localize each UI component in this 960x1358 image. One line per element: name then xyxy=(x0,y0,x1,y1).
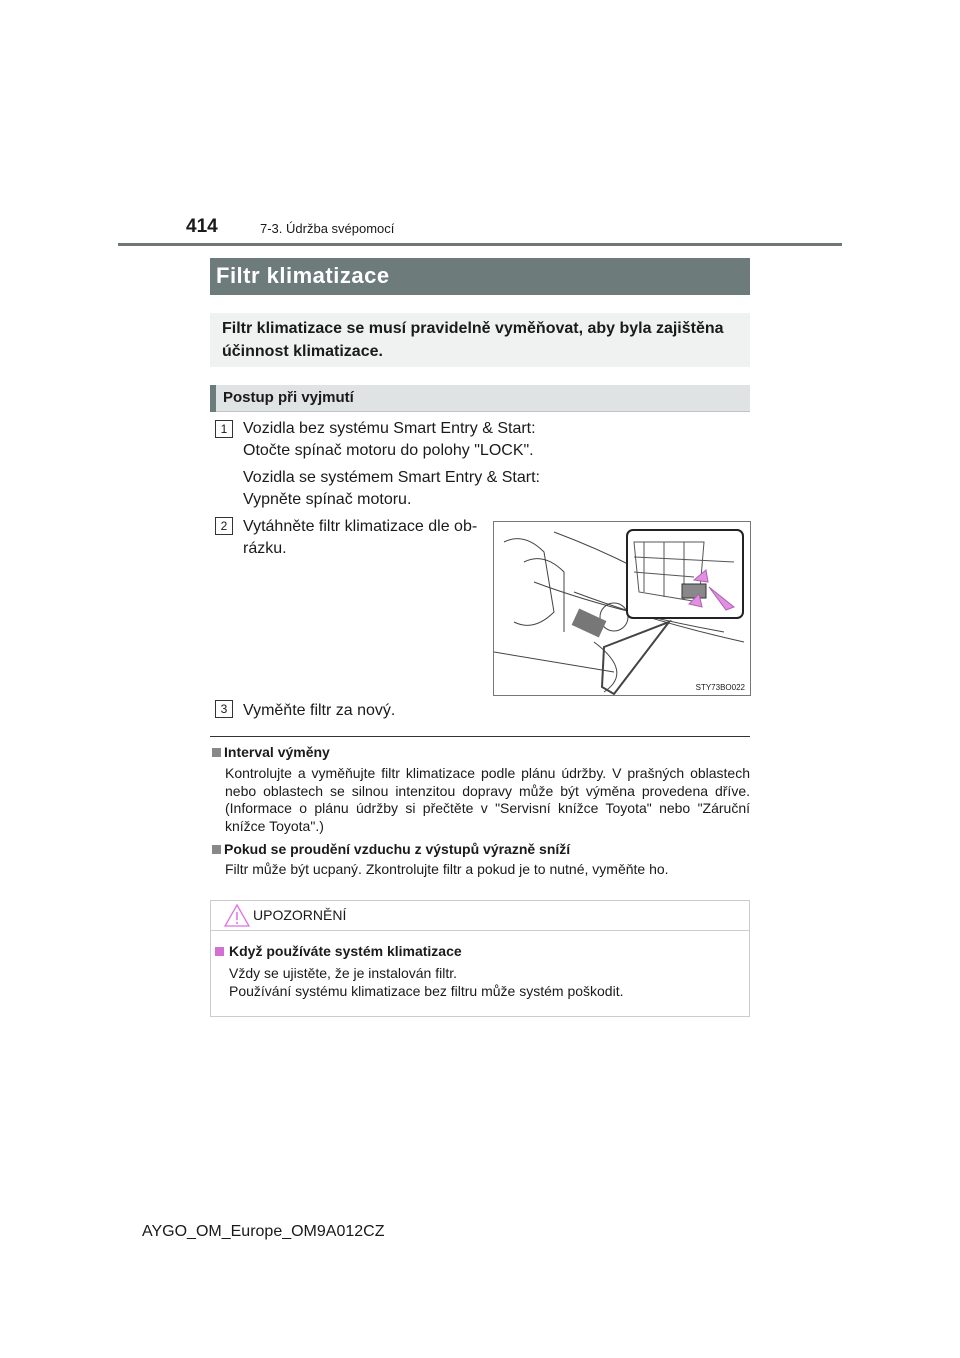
page-number: 414 xyxy=(186,216,218,237)
step-number-3: 3 xyxy=(215,700,233,718)
step-3-text: Vyměňte filtr za nový. xyxy=(243,702,396,719)
bullet-square-icon xyxy=(212,748,221,757)
step-line: rázku. xyxy=(243,539,287,557)
note-heading: Interval výměny xyxy=(224,744,330,760)
warning-header xyxy=(211,901,749,931)
step-2-text xyxy=(243,516,477,559)
intro-text: Filtr klimatizace se musí pravidelně vyměňovat, aby byla zajištěna účinnost klimatizace. xyxy=(222,320,724,360)
step-1-text xyxy=(243,418,540,510)
warning-triangle-icon xyxy=(224,904,250,927)
step-line: Otočte spínač motoru do polohy "LOCK". xyxy=(243,441,534,459)
step-line: Vytáhněte filtr klimatizace dle ob- xyxy=(243,518,478,535)
warning-heading: Když používáte systém klimatizace xyxy=(229,943,462,959)
step-number-1: 1 xyxy=(215,420,233,438)
warning-box xyxy=(210,900,750,1017)
note-body: Kontrolujte a vyměňujte filtr klimatizace podle plánu údržby. V prašných oblastech nebo oblastech se silnou intenzitou dopravy může být výměna provedena dříve. (Informace o plánu údržby si přečtěte v "Servisní knížce Toyota" nebo "Záruční knížce Toyota".) xyxy=(225,765,750,834)
subheading: Postup při vyjmutí xyxy=(223,389,354,406)
intro-box xyxy=(210,313,750,367)
page-title: Filtr klimatizace xyxy=(216,263,390,288)
note-heading: Pokud se proudění vzduchu z výstupů výrazně sníží xyxy=(224,841,571,857)
footer-doc-id: AYGO_OM_Europe_OM9A012CZ xyxy=(142,1223,385,1240)
warning-text xyxy=(229,964,623,1000)
filter-illustration xyxy=(493,521,751,696)
bullet-square-icon xyxy=(212,845,221,854)
section-title: 7-3. Údržba svépomocí xyxy=(260,221,395,236)
subheading-bar xyxy=(210,385,750,412)
header-rule xyxy=(118,243,842,246)
step-line: Vypněte spínač motoru. xyxy=(243,490,412,508)
step-line: Vozidla se systémem Smart Entry & Start: xyxy=(243,469,540,486)
warning-line: Používání systému klimatizace bez filtru může systém poškodit. xyxy=(229,983,624,999)
note-body: Filtr může být ucpaný. Zkontrolujte filtr a pokud je to nutné, vyměňte ho. xyxy=(225,861,669,877)
bullet-square-icon xyxy=(215,947,224,956)
step-line: Vozidla bez systému Smart Entry & Start: xyxy=(243,420,536,437)
title-bar xyxy=(210,258,750,295)
dashboard-drawing xyxy=(494,522,750,695)
figure-code: STY73BO022 xyxy=(695,683,745,692)
divider xyxy=(210,736,750,737)
warning-title: UPOZORNĚNÍ xyxy=(253,907,347,923)
step-number-2: 2 xyxy=(215,517,233,535)
warning-line: Vždy se ujistěte, že je instalován filtr. xyxy=(229,965,457,981)
